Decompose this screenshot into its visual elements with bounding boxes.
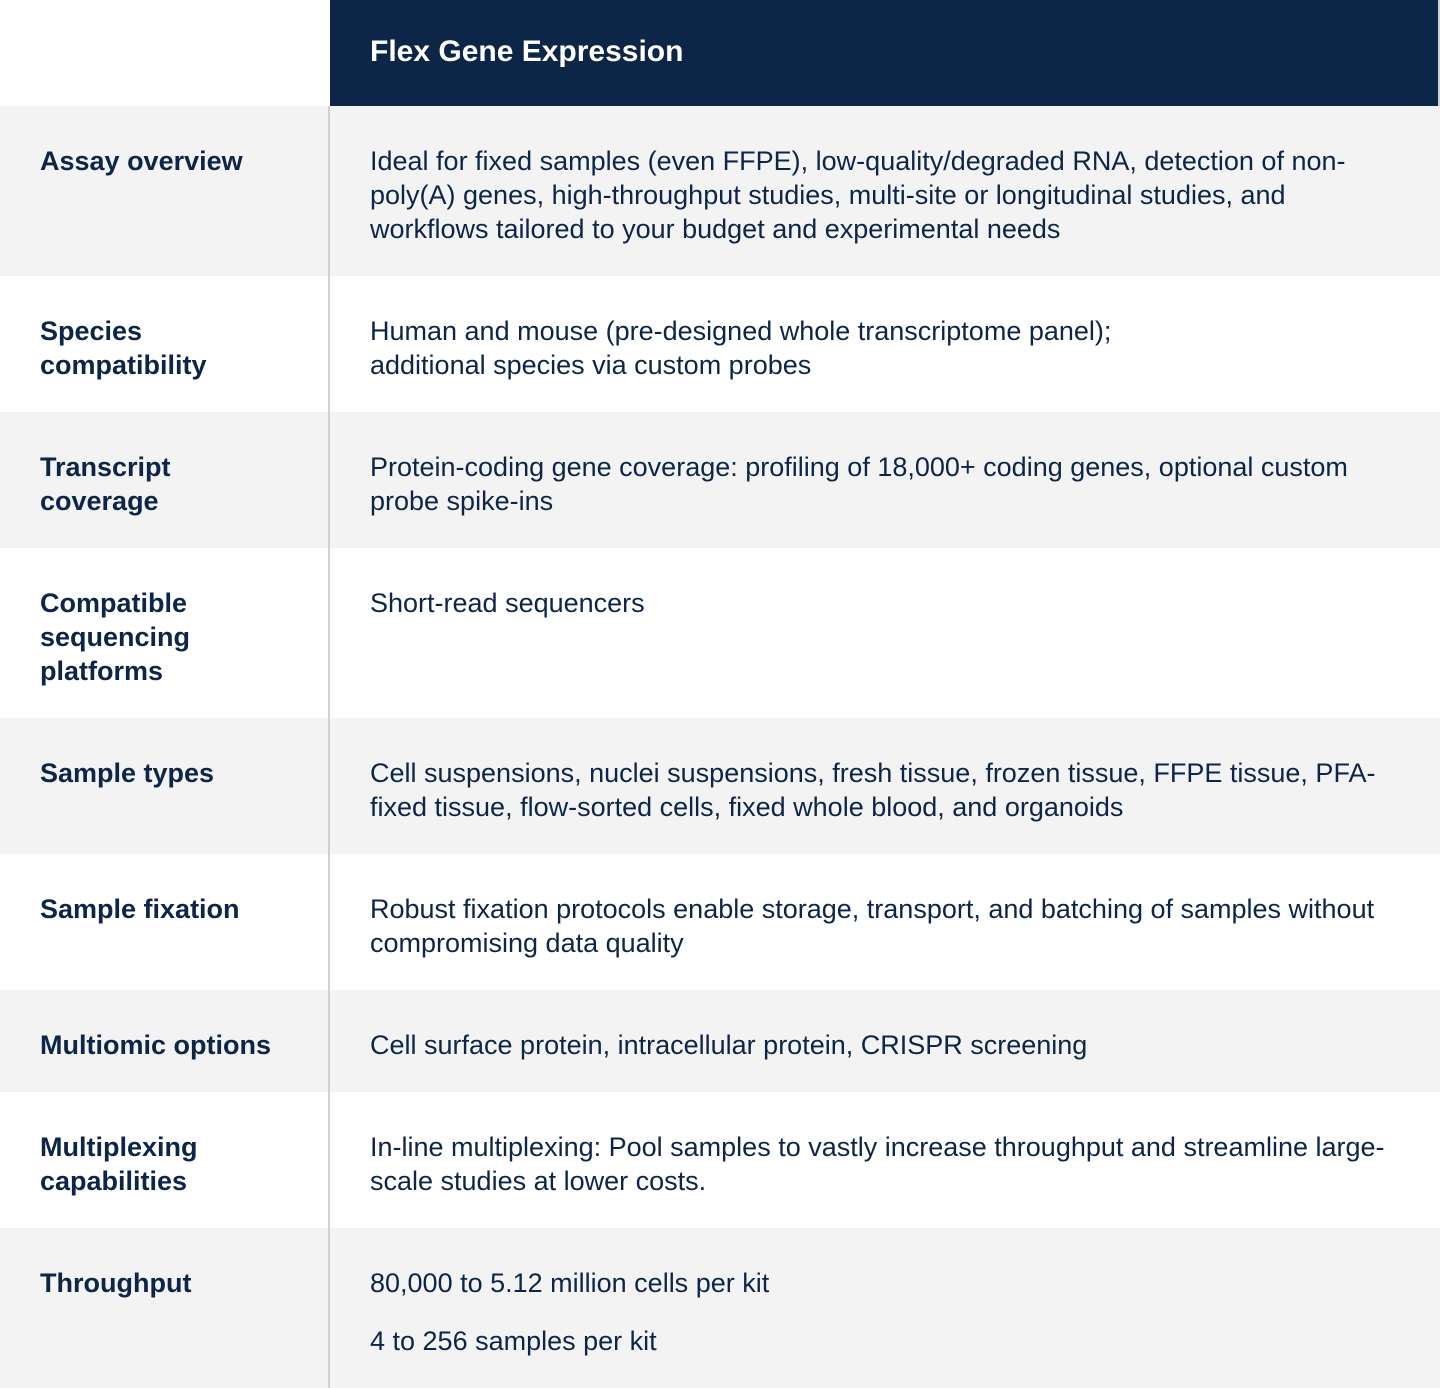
row-value: In-line multiplexing: Pool samples to vastly increase throughput and streamline large-scale studies at lower costs.: [370, 1132, 1385, 1196]
row-value: Cell suspensions, nuclei suspensions, fresh tissue, frozen tissue, FFPE tissue, PFA-fixed tissue, flow-sorted cells, fixed whole blood, and organoids: [370, 758, 1376, 822]
product-column-header: Flex Gene Expression: [330, 0, 1440, 106]
row-value: Robust fixation protocols enable storage, transport, and batching of samples without compromising data quality: [370, 894, 1375, 958]
row-value: Cell surface protein, intracellular protein, CRISPR screening: [370, 1030, 1088, 1060]
throughput-cells: 80,000 to 5.12 million cells per kit: [370, 1268, 770, 1298]
table-row-sample-types: [0, 718, 1440, 854]
row-label: Compatible sequencing platforms: [0, 548, 330, 718]
row-label: Sample types: [0, 718, 330, 854]
row-value: [330, 276, 1440, 412]
table-row-sample-fixation: [0, 854, 1440, 990]
row-value-line: additional species via custom probes: [370, 350, 812, 380]
row-value-line: Human and mouse (pre-designed whole transcriptome panel);: [370, 316, 1112, 346]
row-label: Species compatibility: [0, 276, 330, 412]
row-label: Transcript coverage: [0, 412, 330, 548]
row-label: Multiplexing capabilities: [0, 1092, 330, 1228]
table-row-sequencing-platforms: [0, 548, 1440, 718]
row-label: Multiomic options: [0, 990, 330, 1092]
row-label: Throughput: [0, 1228, 330, 1388]
table-header-row: [0, 0, 1440, 106]
throughput-samples: 4 to 256 samples per kit: [370, 1326, 657, 1356]
row-label: Sample fixation: [0, 854, 330, 990]
row-value: Ideal for fixed samples (even FFPE), low-quality/degraded RNA, detection of non-poly(A) genes, high-throughput studies, multi-site or longitudinal studies, and workflows tailored to your budget and experimental needs: [370, 146, 1346, 244]
table-row-multiplexing: [0, 1092, 1440, 1228]
table-row-transcript-coverage: [0, 412, 1440, 548]
row-label: Assay overview: [0, 106, 330, 276]
table-row-multiomic-options: [0, 990, 1440, 1092]
table-row-throughput: [0, 1228, 1440, 1388]
row-value: Protein-coding gene coverage: profiling of 18,000+ coding genes, optional custom probe spike-ins: [370, 452, 1348, 516]
header-empty-cell: [0, 0, 330, 106]
table-row-assay-overview: [0, 106, 1440, 276]
row-value: Short-read sequencers: [370, 588, 645, 618]
table-row-species-compatibility: [0, 276, 1440, 412]
row-value: [330, 1228, 1440, 1388]
